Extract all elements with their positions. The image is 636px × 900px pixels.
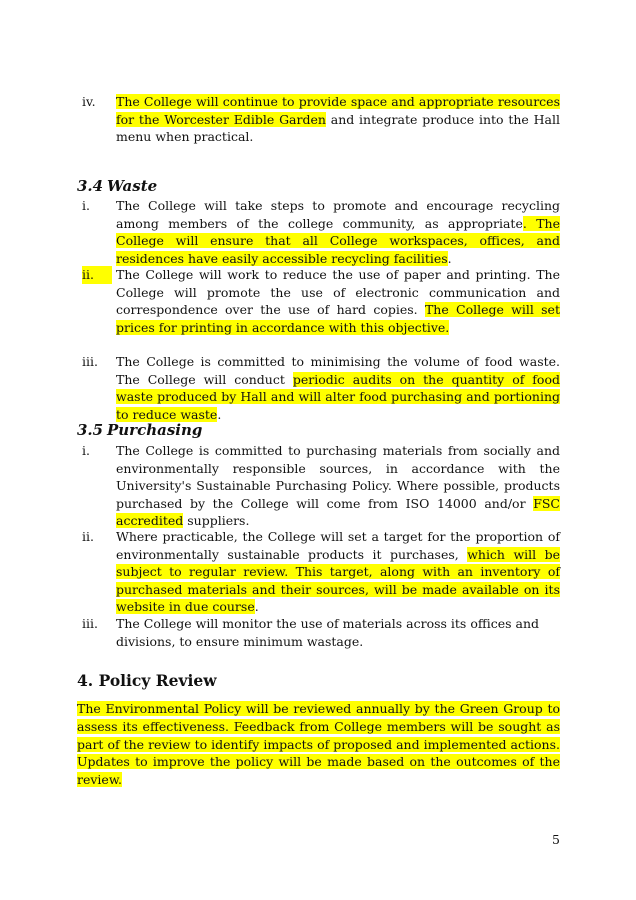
highlighted-text: . The College will ensure that all College workspaces, offices, and residences have easily accessible recycling facilities <box>116 215 561 266</box>
highlighted-text: periodic audits on the quantity of food waste produced by Hall and will alter food purchasing and portioning to reduce waste <box>116 371 560 422</box>
page-number: 5 <box>552 832 560 847</box>
section-title: Waste <box>107 177 158 195</box>
body-text-end: suppliers. <box>183 513 250 529</box>
list-number: iv. <box>82 94 96 109</box>
list-number: i. <box>82 443 90 458</box>
body-text-end: . <box>447 250 452 266</box>
body-text: The College will work to reduce the use of paper and printing. The College will promote the use of electronic communication and correspondence over the use of hard copies. <box>116 267 560 318</box>
policy-review-paragraph <box>77 700 560 789</box>
section-number: 3.5 <box>77 421 104 439</box>
list-item-waste-ii <box>82 266 560 336</box>
section-heading-3-4 <box>77 177 157 195</box>
section-number: 3.4 <box>77 177 104 195</box>
list-item-waste-iii <box>82 353 560 423</box>
section-heading-3-5 <box>77 421 202 439</box>
body-text: and integrate produce into the Hall menu when practical. <box>116 111 560 145</box>
highlighted-text: FSC accredited <box>116 495 560 529</box>
body-text-end: . <box>254 599 259 615</box>
list-item-purchasing-i <box>82 442 560 530</box>
body-text: The College will take steps to promote and encourage recycling among members of the college community, as appropriate <box>116 198 560 231</box>
list-item-iv <box>82 93 560 146</box>
body-text: The College will monitor the use of materials across its offices and divisions, to ensure minimum wastage. <box>116 616 540 649</box>
body-text: Where practicable, the College will set a target for the proportion of environmentally sustainable products it purchases, <box>116 529 560 562</box>
list-item-purchasing-iii <box>82 615 560 650</box>
list-number: iii. <box>82 354 98 369</box>
highlighted-text: which will be subject to regular review. This target, along with an inventory of purchased materials and their sources, will be made available on its website in due course <box>116 546 560 615</box>
highlighted-text: The College will continue to provide space and appropriate resources for the Worcester Edible Garden <box>116 94 560 127</box>
list-number: ii. <box>82 266 112 284</box>
highlighted-text: The College will set prices for printing in accordance with this objective. <box>116 302 560 335</box>
body-text: The College is committed to minimising the volume of food waste. The College will conduct <box>116 354 560 387</box>
list-item-waste-i <box>82 197 560 267</box>
list-item-purchasing-ii <box>82 528 560 616</box>
list-number: iii. <box>82 616 98 631</box>
highlighted-text: The Environmental Policy will be reviewed annually by the Green Group to assess its effectiveness. Feedback from College members will be sought as part of the review to identify impacts of proposed and implemented actions. Updates to improve the policy will be made based on the outcomes of the review. <box>77 701 560 788</box>
body-text: The College is committed to purchasing materials from socially and environmentally responsible sources, in accordance with the University's Sustainable Purchasing Policy. Where possible, products purchased by the College will come from ISO 14000 and/or <box>116 443 560 511</box>
list-number: ii. <box>82 529 94 544</box>
body-text-end: . <box>217 406 222 422</box>
list-number: i. <box>82 198 90 213</box>
section-title: Purchasing <box>107 421 203 439</box>
section-heading-4: 4. Policy Review <box>77 671 217 690</box>
